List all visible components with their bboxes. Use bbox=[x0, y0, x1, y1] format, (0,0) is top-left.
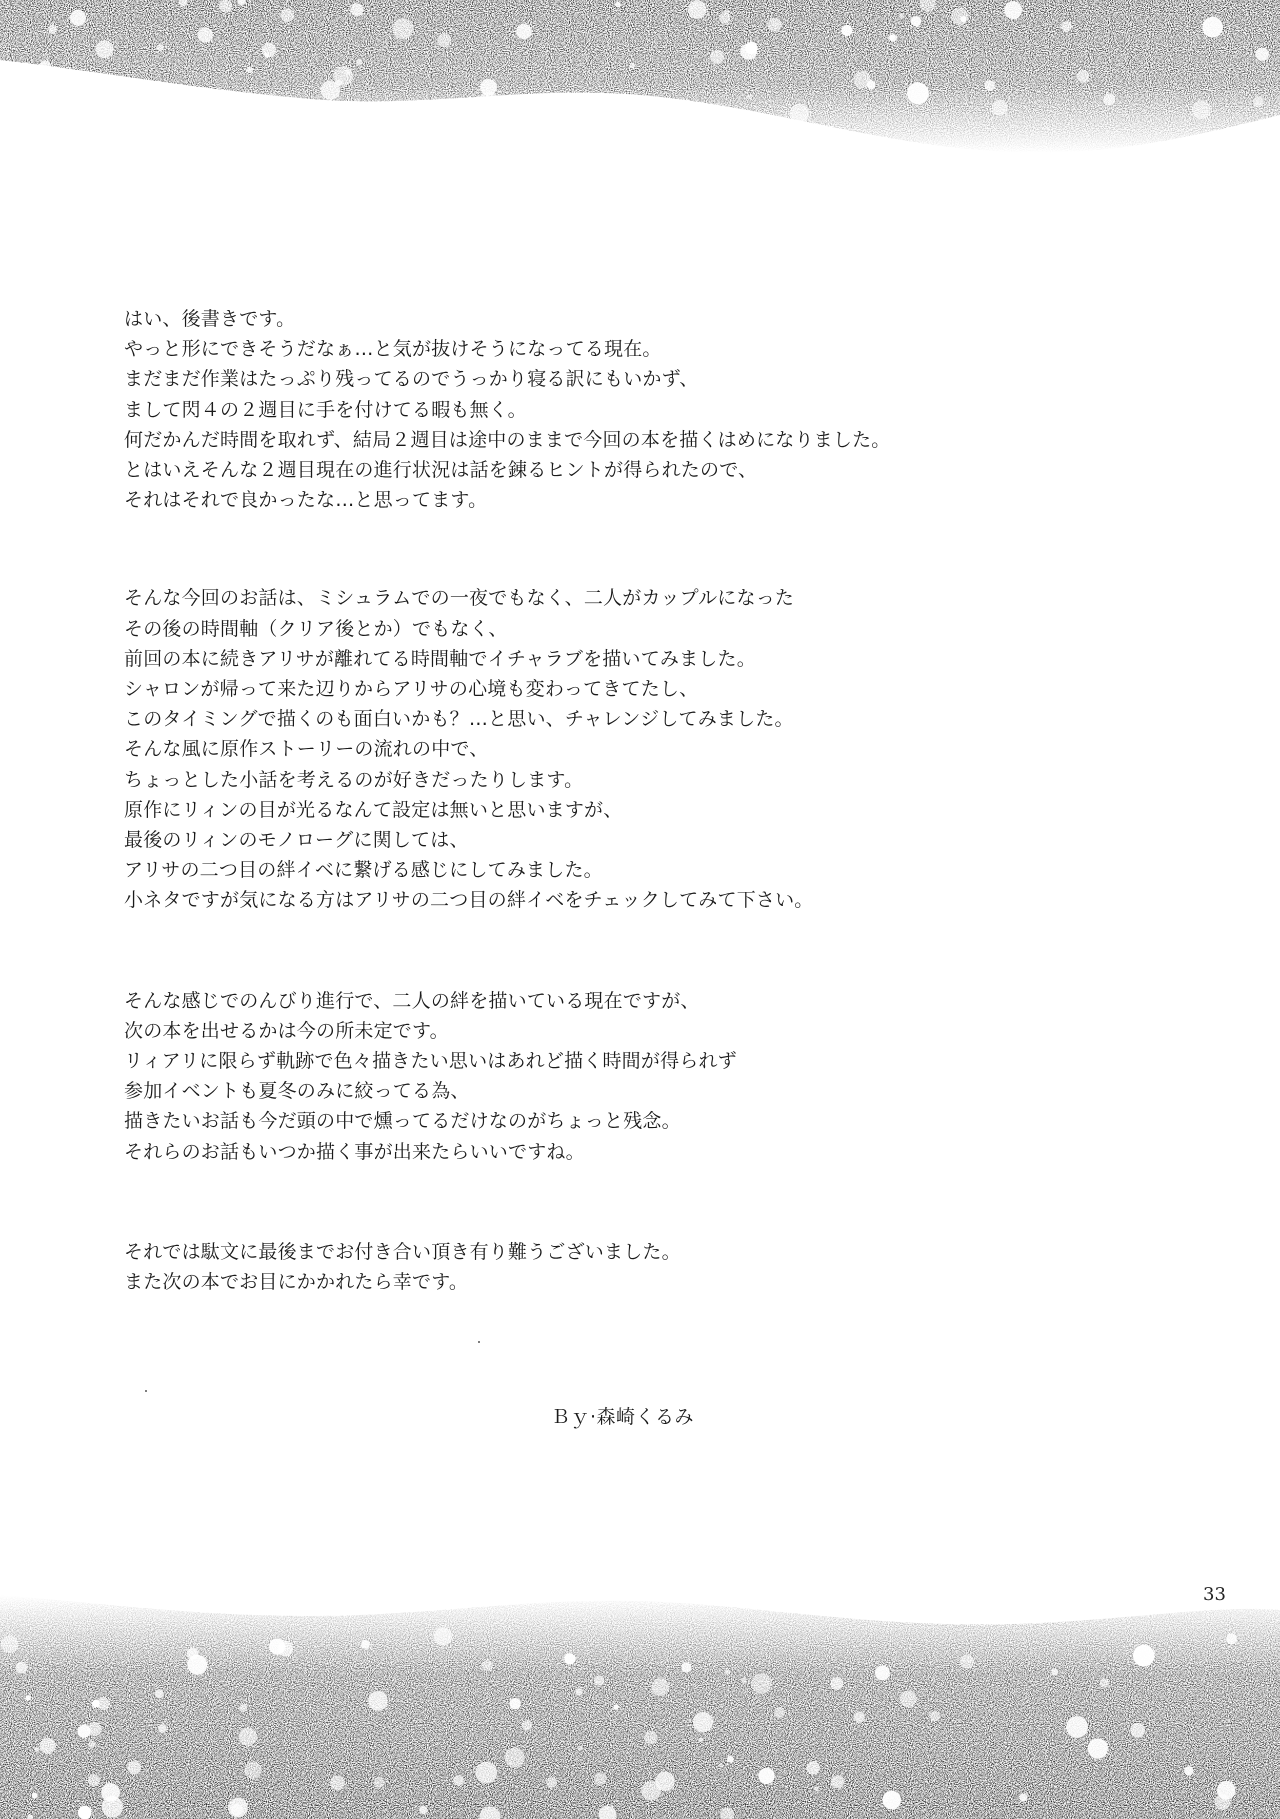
bokeh-dot bbox=[594, 1773, 606, 1785]
bokeh-dot bbox=[1202, 17, 1223, 38]
bokeh-dot bbox=[594, 1676, 604, 1686]
bokeh-dot bbox=[841, 25, 852, 36]
bokeh-dot bbox=[1131, 1723, 1146, 1738]
bokeh-dot bbox=[613, 1704, 618, 1709]
page-number: 33 bbox=[1203, 1584, 1226, 1605]
bokeh-dot bbox=[96, 84, 101, 89]
bokeh-dot bbox=[88, 1774, 100, 1786]
bokeh-dot bbox=[127, 1761, 141, 1775]
bokeh-dot bbox=[235, 97, 251, 113]
text-line: とはいえそんな２週目現在の進行状況は話を錬るヒントが得られたので、 bbox=[124, 459, 758, 482]
bokeh-dot bbox=[1133, 1645, 1155, 1667]
bokeh-dot bbox=[1019, 1794, 1027, 1802]
bokeh-dot bbox=[747, 94, 752, 99]
bokeh-dot bbox=[330, 1776, 345, 1791]
bokeh-dot bbox=[564, 1653, 575, 1664]
bokeh-dot bbox=[875, 1666, 890, 1681]
bokeh-dot bbox=[262, 43, 276, 57]
bokeh-dot bbox=[9, 73, 27, 91]
bokeh-dot bbox=[1256, 48, 1269, 61]
bokeh-dot bbox=[882, 1791, 901, 1810]
bokeh-dot bbox=[831, 1677, 844, 1690]
text-line: 何だかんだ時間を取れず、結局２週目は途中のままで今回の本を描くはめになりました。 bbox=[124, 428, 891, 451]
bokeh-dot bbox=[198, 27, 213, 42]
bokeh-dot bbox=[1077, 70, 1089, 82]
bokeh-dot bbox=[951, 8, 968, 25]
bokeh-dot bbox=[630, 63, 636, 69]
bokeh-dot bbox=[40, 1738, 56, 1754]
bokeh-dot bbox=[1253, 96, 1263, 106]
text-line: 参加イベントも夏冬のみに絞ってる為、 bbox=[124, 1080, 470, 1103]
bokeh-dot bbox=[92, 1700, 100, 1708]
afterword-text bbox=[124, 304, 1154, 1297]
bokeh-dot bbox=[615, 2, 621, 8]
paragraph-3 bbox=[124, 986, 1154, 1167]
bokeh-dot bbox=[372, 109, 392, 129]
text-line: アリサの二つ目の絆イベに繋げる感じにしてみました。 bbox=[124, 859, 603, 882]
bokeh-dot bbox=[437, 33, 451, 47]
bokeh-dot bbox=[475, 1762, 497, 1784]
bokeh-dot bbox=[516, 24, 532, 40]
bokeh-dot bbox=[814, 1787, 819, 1792]
bokeh-dot bbox=[1104, 94, 1116, 106]
bokeh-dot bbox=[412, 109, 420, 117]
dust-speck bbox=[478, 1341, 480, 1343]
bokeh-dot bbox=[244, 1762, 261, 1779]
bokeh-dot bbox=[719, 12, 730, 23]
bokeh-dot bbox=[1226, 1634, 1237, 1645]
bokeh-dot bbox=[907, 82, 929, 104]
bokeh-dot bbox=[1066, 1716, 1088, 1738]
text-line: はい、後書きです。 bbox=[124, 308, 296, 330]
text-line: また次の本でお目にかかれたら幸です。 bbox=[124, 1271, 469, 1294]
text-line: その後の時間軸（クリア後とか）でもなく、 bbox=[124, 617, 508, 640]
bokeh-dot bbox=[247, 67, 253, 73]
text-line: 小ネタですが気になる方はアリサの二つ目の絆イベをチェックしてみて下さい。 bbox=[124, 889, 814, 912]
text-line: まして閃４の２週目に手を付けてる暇も無く。 bbox=[124, 398, 527, 421]
bokeh-dot bbox=[509, 1698, 520, 1709]
bokeh-dot bbox=[854, 71, 871, 88]
bokeh-dot bbox=[854, 1712, 865, 1723]
bokeh-dot bbox=[263, 103, 272, 112]
bokeh-dot bbox=[88, 1741, 95, 1748]
bokeh-dot bbox=[356, 59, 362, 65]
text-line: シャロンが帰って来た辺りからアリサの心境も変わってきてたし、 bbox=[124, 678, 699, 701]
bokeh-dot bbox=[1051, 1669, 1058, 1676]
bokeh-dot bbox=[16, 1662, 28, 1674]
bokeh-dot bbox=[960, 1655, 974, 1669]
bokeh-dot bbox=[985, 80, 995, 90]
bokeh-dot bbox=[651, 1678, 668, 1695]
bokeh-dot bbox=[25, 1695, 31, 1701]
bokeh-dot bbox=[155, 1690, 164, 1699]
bokeh-dot bbox=[239, 1728, 257, 1746]
bokeh-dot bbox=[900, 1691, 917, 1708]
bokeh-dot bbox=[78, 1725, 91, 1738]
bokeh-dot bbox=[187, 1648, 198, 1659]
bokeh-dot bbox=[740, 43, 757, 60]
text-line: 最後のリィンのモノローグに関しては、 bbox=[124, 829, 469, 852]
bokeh-dot bbox=[1, 1635, 19, 1653]
bokeh-dot bbox=[807, 1761, 820, 1774]
bokeh-dot bbox=[930, 1711, 940, 1721]
bokeh-dot bbox=[374, 1777, 385, 1788]
bokeh-dot bbox=[681, 1662, 691, 1672]
bokeh-dot bbox=[889, 34, 895, 40]
bokeh-dot bbox=[742, 1678, 747, 1683]
bokeh-dot bbox=[434, 1627, 452, 1645]
bokeh-dot bbox=[269, 1639, 285, 1655]
bokeh-dot bbox=[158, 1724, 167, 1733]
bokeh-dot bbox=[644, 1731, 657, 1744]
text-line: それらのお話もいつか描く事が出来たらいいですね。 bbox=[124, 1140, 585, 1163]
bokeh-dot bbox=[693, 1712, 713, 1732]
text-line: リィアリに限らず軌跡で色々描きたい思いはあれど描く時間が得られず bbox=[124, 1050, 737, 1073]
bokeh-dot bbox=[960, 16, 966, 22]
bokeh-dot bbox=[652, 109, 673, 130]
bokeh-dot bbox=[48, 25, 57, 34]
bokeh-dot bbox=[576, 1688, 583, 1695]
paragraph-4 bbox=[124, 1237, 1154, 1297]
bokeh-dot bbox=[699, 1738, 704, 1743]
bokeh-dot bbox=[1004, 1, 1022, 19]
bokeh-dot bbox=[32, 1793, 38, 1799]
bokeh-dot bbox=[281, 8, 295, 22]
text-line: 描きたいお話も今だ頭の中で燻ってるだけなのがちょっと残念。 bbox=[124, 1110, 681, 1133]
bottom-halftone-border bbox=[0, 1575, 1280, 1819]
bokeh-dot bbox=[655, 1772, 675, 1792]
bokeh-dot bbox=[768, 18, 782, 32]
bokeh-dot bbox=[1184, 1766, 1193, 1775]
bokeh-dot bbox=[1061, 21, 1072, 32]
text-line: 原作にリィンの目が光るなんて設定は無いと思いますが、 bbox=[124, 798, 623, 821]
bokeh-dot bbox=[790, 104, 809, 123]
bokeh-dot bbox=[505, 1748, 525, 1768]
bokeh-dot bbox=[157, 44, 164, 51]
bokeh-dot bbox=[39, 61, 52, 74]
bokeh-dot bbox=[1088, 1738, 1108, 1758]
bokeh-dot bbox=[101, 1783, 120, 1802]
bokeh-dot bbox=[336, 79, 343, 86]
bokeh-dot bbox=[751, 1673, 771, 1693]
bokeh-dot bbox=[39, 116, 46, 123]
bokeh-dot bbox=[831, 1775, 844, 1788]
bokeh-dot bbox=[710, 50, 724, 64]
bokeh-dot bbox=[276, 105, 291, 120]
text-line: そんな風に原作ストーリーの流れの中で、 bbox=[124, 738, 489, 761]
paragraph-2 bbox=[124, 583, 1154, 915]
bokeh-dot bbox=[33, 99, 52, 118]
bokeh-dot bbox=[368, 1691, 388, 1711]
bokeh-dot bbox=[546, 1777, 557, 1788]
bokeh-dot bbox=[453, 1775, 464, 1786]
text-line: そんな感じでのんびり進行で、二人の絆を描いている現在ですが、 bbox=[124, 989, 700, 1012]
bokeh-dot bbox=[239, 1704, 247, 1712]
bokeh-dot bbox=[589, 100, 606, 117]
bokeh-dot bbox=[774, 1707, 785, 1718]
bokeh-dot bbox=[478, 92, 500, 114]
bokeh-dot bbox=[899, 14, 904, 19]
top-halftone-border bbox=[0, 0, 1280, 200]
bokeh-dot bbox=[522, 1720, 532, 1730]
bokeh-dot bbox=[719, 1763, 724, 1768]
text-line: 前回の本に続きアリサが離れてる時間軸でイチャラブを描いてみました。 bbox=[124, 647, 756, 670]
bokeh-dot bbox=[482, 1660, 493, 1671]
bokeh-dot bbox=[992, 100, 1008, 116]
bokeh-dot bbox=[345, 69, 351, 75]
bokeh-dot bbox=[911, 16, 921, 26]
text-line: 次の本を出せるかは今の所未定です。 bbox=[124, 1019, 449, 1042]
bokeh-dot bbox=[265, 53, 269, 57]
bokeh-dot bbox=[393, 18, 414, 39]
bokeh-dot bbox=[1100, 1678, 1109, 1687]
bokeh-dot bbox=[1192, 100, 1211, 119]
text-line: それはそれで良かったな…と思ってます。 bbox=[124, 489, 488, 512]
bokeh-dot bbox=[614, 103, 636, 125]
bokeh-dot bbox=[1215, 1794, 1231, 1810]
bokeh-dot bbox=[361, 1640, 370, 1649]
bokeh-dot bbox=[219, 0, 232, 12]
bokeh-dot bbox=[96, 40, 114, 58]
bokeh-dot bbox=[70, 10, 86, 26]
dust-speck bbox=[145, 1390, 147, 1392]
bokeh-dot bbox=[758, 1768, 774, 1784]
text-line: そんな今回のお話は、ミシュラムでの一夜でもなく、二人がカップルになった bbox=[124, 587, 795, 610]
text-line: ちょっとした小話を考えるのが好きだったりします。 bbox=[124, 768, 584, 791]
bokeh-dot bbox=[725, 1670, 730, 1675]
bokeh-dot bbox=[35, 1747, 40, 1752]
bokeh-dot bbox=[231, 1804, 243, 1816]
text-line: まだまだ作業はたっぷり残ってるのでうっかり寝る訳にもいかず、 bbox=[124, 368, 699, 391]
author-signature: Ｂｙ·森崎くるみ bbox=[551, 1406, 695, 1428]
bokeh-dot bbox=[351, 3, 364, 16]
text-line: やっと形にできそうだなぁ…と気が抜けそうになってる現在。 bbox=[124, 338, 662, 361]
text-line: このタイミングで描くのも面白いかも？…と思い、チャレンジしてみました。 bbox=[124, 708, 794, 731]
bokeh-dot bbox=[727, 1756, 734, 1763]
bokeh-dot bbox=[78, 1806, 92, 1819]
bokeh-dot bbox=[447, 103, 455, 111]
text-line: それでは駄文に最後までお付き合い頂き有り難うございました。 bbox=[124, 1240, 681, 1263]
bokeh-dot bbox=[419, 1806, 427, 1814]
bokeh-dot bbox=[578, 1746, 583, 1751]
paragraph-1 bbox=[124, 304, 1154, 515]
bokeh-dot bbox=[688, 0, 707, 19]
